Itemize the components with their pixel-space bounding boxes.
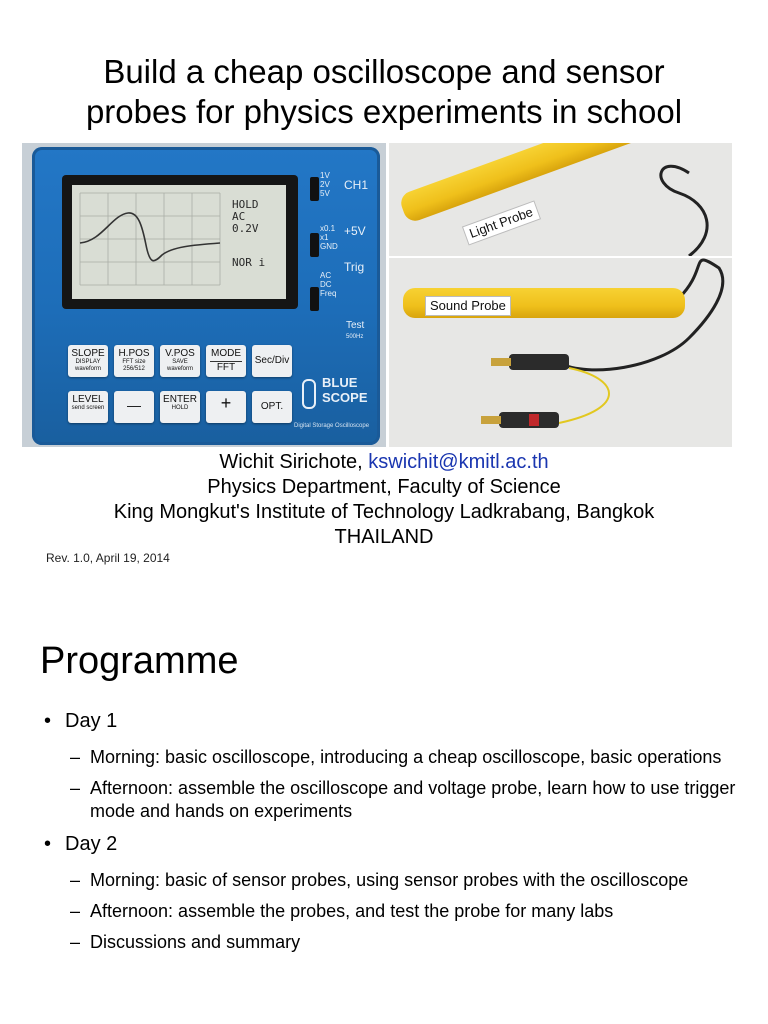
plus5v-label: +5V	[344, 224, 366, 238]
brand-subtitle: Digital Storage Oscilloscope	[294, 423, 370, 429]
x-range-01: x0.1	[320, 224, 336, 233]
level-button-label: LEVEL	[72, 394, 104, 405]
programme-title: Programme	[40, 640, 239, 682]
day-1-sub-item	[44, 746, 744, 769]
hpos-button-sub: FFT size 256/512	[122, 359, 146, 372]
slide-title	[0, 52, 768, 132]
author-institute: King Mongkut's Institute of Technology Ladkrabang, Bangkok	[113, 501, 655, 523]
sound-probe-cable	[389, 258, 732, 447]
lcd-frame	[62, 175, 298, 309]
vpos-button-label: V.POS	[165, 348, 195, 359]
hpos-button-label: H.POS	[118, 348, 150, 359]
slope-button-label: SLOPE	[71, 348, 105, 359]
x-range-1: x1	[320, 233, 329, 242]
secdiv-button-label: Sec/Div	[254, 355, 290, 366]
mode-button-sub: FFT	[210, 361, 242, 374]
slope-button-sub: DISPLAY waveform	[74, 359, 101, 372]
author-email-link[interactable]: kswichit@kmitl.ac.th	[368, 451, 549, 473]
author-name: Wichit Sirichote,	[219, 451, 369, 473]
test-frequency: 500Hz	[346, 334, 364, 340]
bluescope-logo-icon	[302, 379, 316, 409]
light-probe-photo	[389, 143, 732, 256]
side-panel-labels	[320, 171, 382, 361]
day-2-sub-item	[44, 931, 744, 954]
minus-button[interactable]	[114, 391, 154, 423]
day-1-item: • Day 1	[44, 708, 744, 734]
mode-button[interactable]	[206, 345, 246, 377]
coupling-switch	[310, 287, 319, 311]
brand-line-1: BLUE	[322, 375, 358, 390]
day-2-afternoon: Afternoon: assemble the probes, and test the probe for many labs	[90, 901, 614, 921]
dash-marker: –	[70, 870, 81, 890]
lcd-hold: HOLD	[232, 198, 259, 211]
plus-button[interactable]	[206, 391, 246, 423]
enter-button-sub: HOLD	[171, 405, 189, 411]
lcd-volts: 0.2V	[232, 222, 259, 235]
revision-note: Rev. 1.0, April 19, 2014	[46, 551, 170, 565]
level-button[interactable]	[68, 391, 108, 423]
test-label: Test	[346, 320, 365, 331]
day-2-sub-item	[44, 869, 744, 892]
lcd-ac: AC	[232, 210, 246, 223]
oscilloscope-body	[32, 147, 380, 445]
sound-probe-label: Sound Probe	[425, 296, 511, 316]
vpos-button[interactable]	[160, 345, 200, 377]
oscilloscope-photo	[22, 143, 386, 447]
mode-button-label: MODE	[211, 348, 241, 359]
light-probe-label: Light Probe	[462, 201, 541, 246]
day-2-item: • Day 2	[44, 831, 744, 857]
opt-button[interactable]	[252, 391, 292, 423]
day-1-morning: Morning: basic oscilloscope, introducing a cheap oscilloscope, basic operations	[90, 747, 722, 767]
brand-name	[322, 375, 368, 405]
trig-label: Trig	[344, 260, 365, 274]
coupling-ac: AC	[320, 271, 332, 280]
lcd-spacer	[232, 235, 284, 257]
ch1-range-1v: 1V	[320, 171, 330, 180]
plus-button-label: +	[220, 393, 232, 413]
level-button-sub: send screen	[71, 405, 105, 411]
slide-title-line-2: probes for physics experiments in school	[85, 93, 683, 130]
day-2-morning: Morning: basic of sensor probes, using sensor probes with the oscilloscope	[90, 870, 689, 890]
dash-marker: –	[70, 747, 81, 767]
ch1-range-2v: 2V	[320, 180, 330, 189]
dash-marker: –	[70, 932, 81, 952]
lcd-readout	[232, 199, 284, 269]
enter-button[interactable]	[160, 391, 200, 423]
lcd-screen	[72, 185, 286, 299]
hpos-button[interactable]	[114, 345, 154, 377]
day-2-sub-item	[44, 900, 744, 923]
programme-list	[44, 708, 744, 962]
dash-marker: –	[70, 778, 81, 798]
slide-title-line-1: Build a cheap oscilloscope and sensor	[103, 53, 665, 90]
opt-button-label: OPT.	[260, 401, 284, 412]
photo-collage	[22, 143, 732, 447]
brand-line-2: SCOPE	[322, 390, 368, 405]
x-switch	[310, 233, 319, 257]
coupling-dc: DC	[320, 280, 332, 289]
sound-probe-photo	[389, 258, 732, 447]
slope-button[interactable]	[68, 345, 108, 377]
coupling-freq: Freq	[320, 289, 337, 298]
author-block	[0, 450, 768, 550]
day-1-sub-item	[44, 777, 744, 823]
enter-button-label: ENTER	[163, 394, 197, 405]
secdiv-button[interactable]	[252, 345, 292, 377]
author-country: THAILAND	[334, 526, 434, 548]
minus-button-label: —	[127, 397, 141, 413]
day-1-afternoon: Afternoon: assemble the oscilloscope and voltage probe, learn how to use trigger mode and hands on experiments	[90, 778, 736, 821]
day-2-summary: Discussions and summary	[90, 932, 301, 952]
ch1-switch	[310, 177, 319, 201]
dash-marker: –	[70, 901, 81, 921]
x-range-gnd: GND	[320, 242, 338, 251]
author-department: Physics Department, Faculty of Science	[207, 476, 561, 498]
ch1-range-5v: 5V	[320, 189, 330, 198]
author-line	[0, 450, 768, 475]
ch1-label: CH1	[344, 178, 369, 192]
lcd-mode: NOR i	[232, 256, 266, 269]
vpos-button-sub: SAVE waveform	[166, 359, 193, 372]
